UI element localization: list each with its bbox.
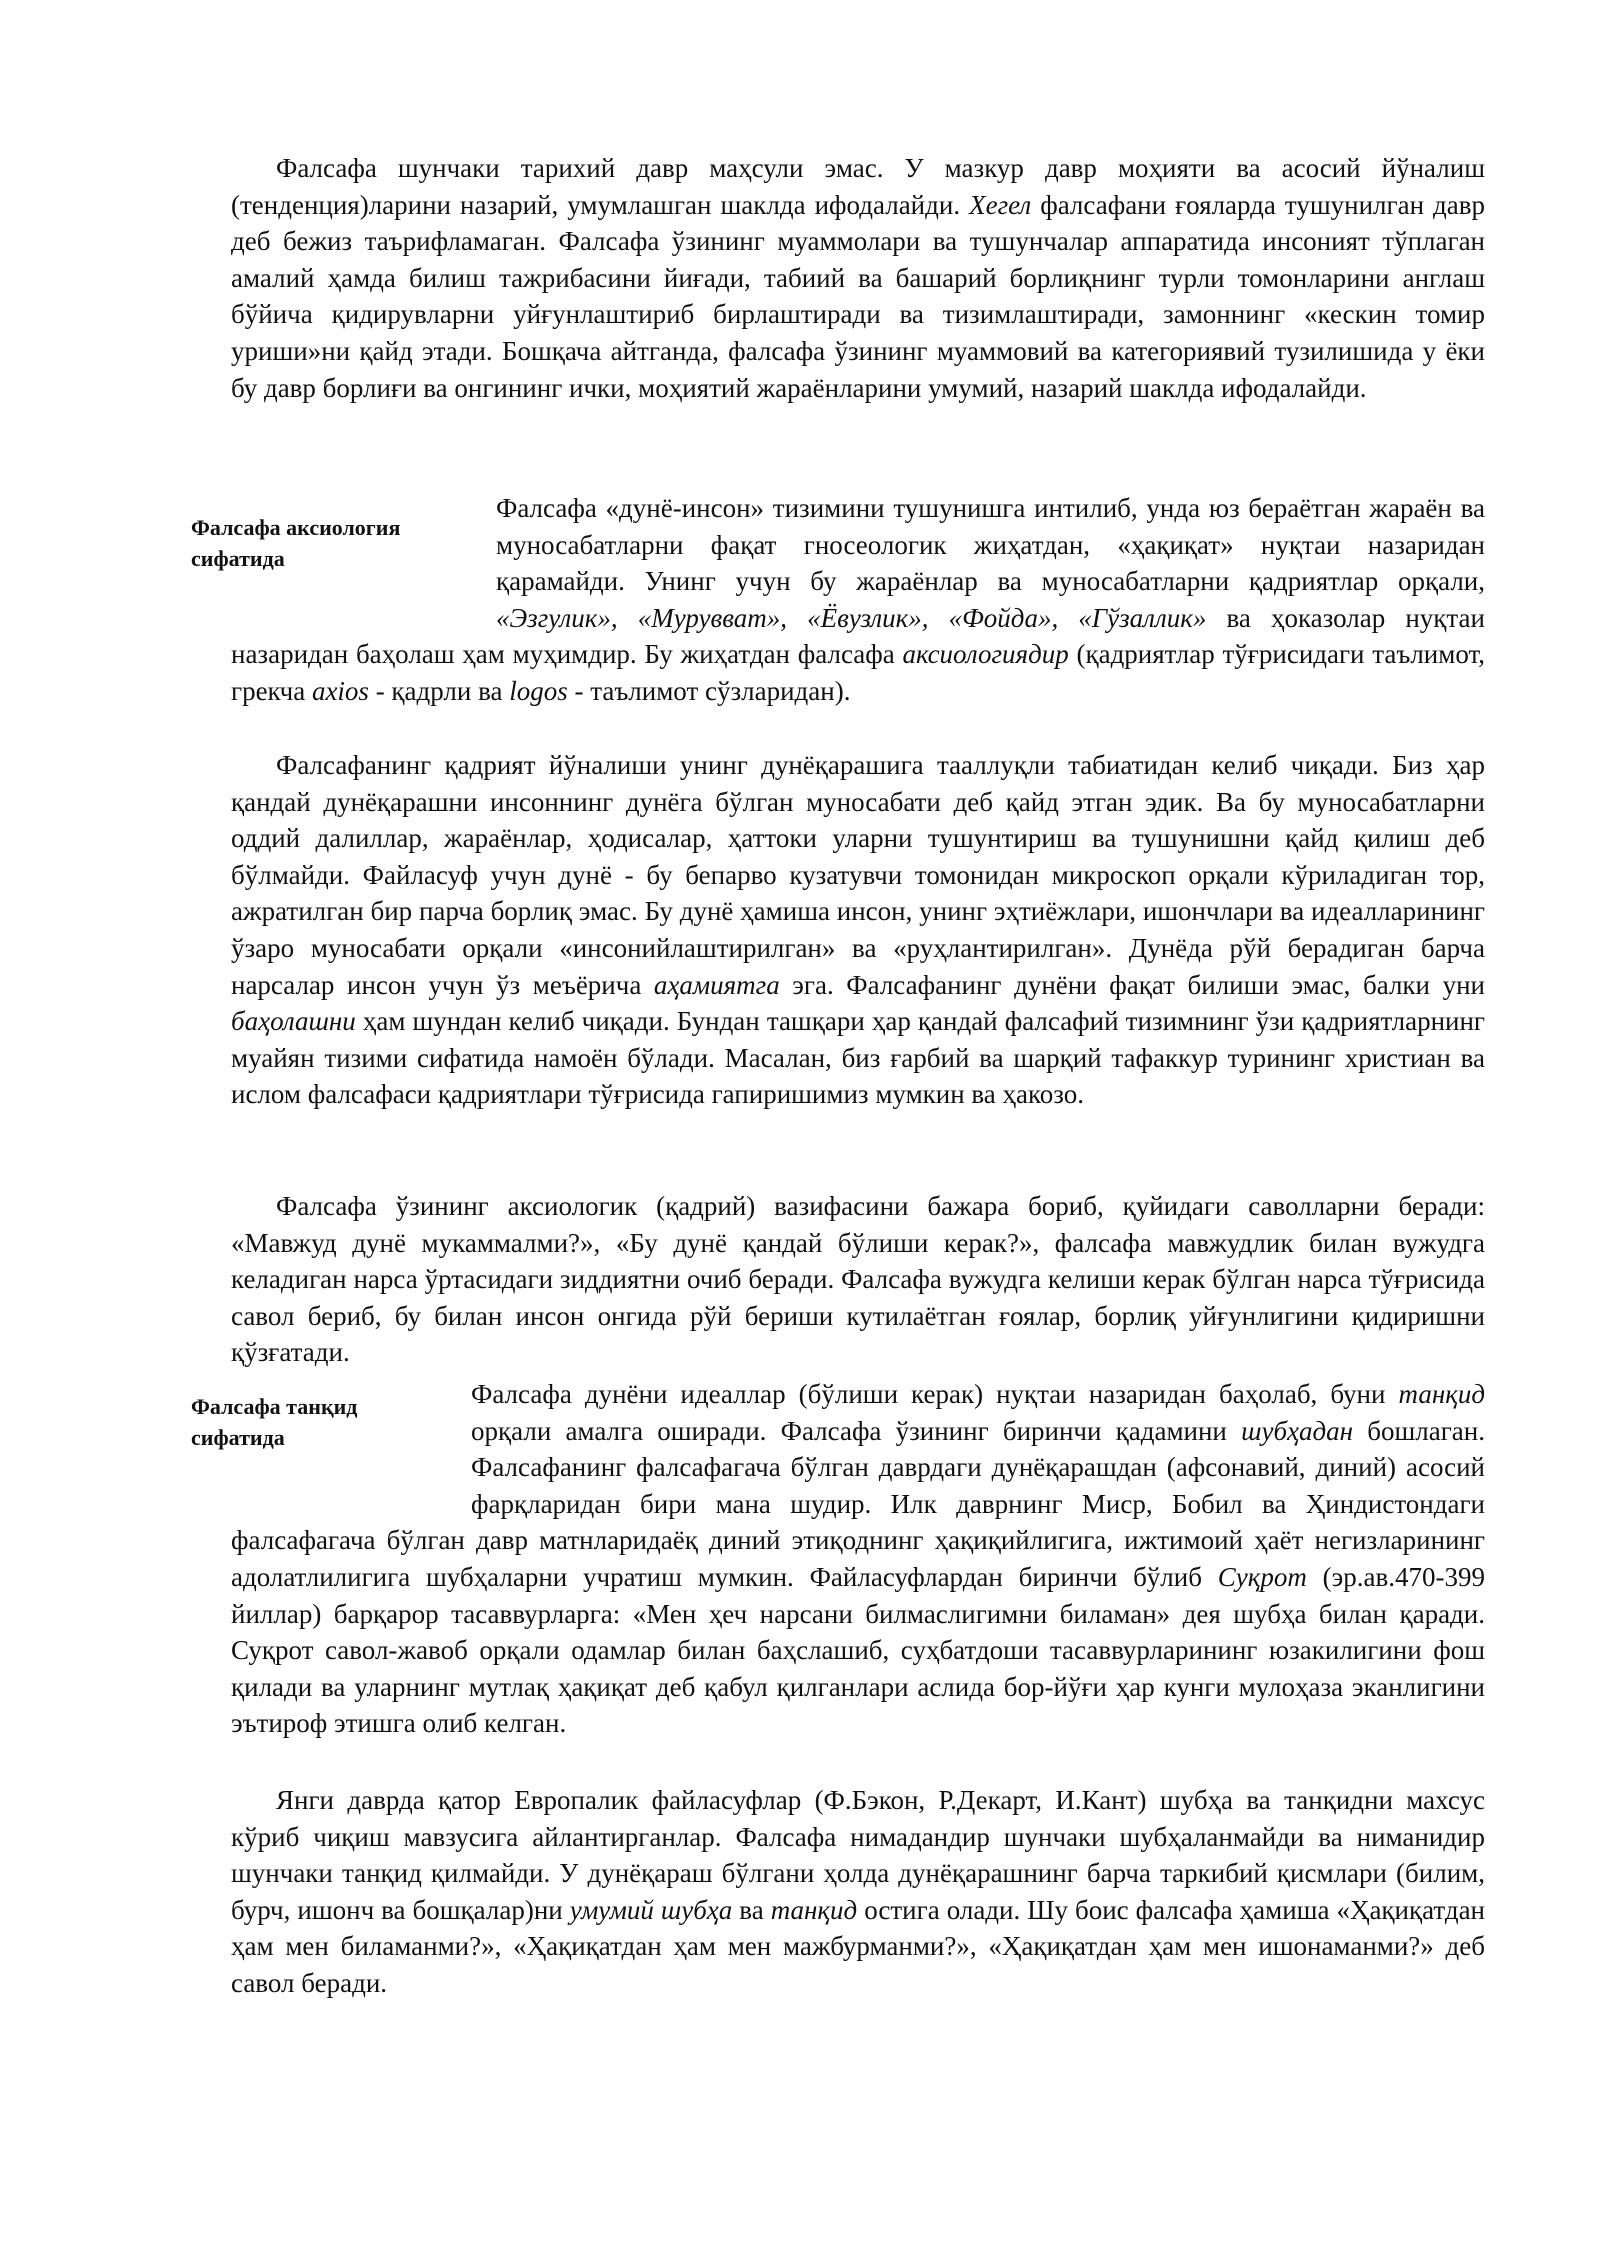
text-run: орқали амалга оширади. Фалсафа ўзининг биринчи қадамини — [471, 1415, 1242, 1446]
italic-text: аҳамиятга — [653, 969, 780, 1000]
text-run: Фалсафа «дунё-инсон» тизимини тушунишга интилиб, унда юз бераётган жараён ва муносабатларни фақат гносеологик жиҳатдан, «ҳақиқат» нуқтаи назаридан қарамайди. Унинг учун бу жараёнлар ва муносабатларни қадриятлар орқали, — [496, 493, 1485, 597]
italic-text: танқид — [770, 1894, 858, 1925]
italic-text: «Эзгулик», «Мурувват», «Ёвузлик», «Фойда», «Гўзаллик» — [496, 602, 1207, 633]
text-run: - таълимот сўзларидан). — [567, 675, 851, 706]
text-run: (эр.ав.470-399 йиллар) барқарор тасаввурларга: «Мен ҳеч нарсани билмаслигимни биламан» дея шубҳа билан қаради. Суқрот савол-жавоб орқали одамлар билан баҳслашиб, суҳбатдоши тасаввурларининг юзакилигини фош қилади ва уларнинг мутлақ ҳақиқат деб қабул қилганлари аслида бор-йўғи ҳар кунги мулоҳаза эканлигини эътироф этишга олиб келган. — [231, 1561, 1485, 1739]
paragraph-5-wrapper — [231, 1376, 1485, 1742]
side-note-line: Фалсафа танқид — [191, 1394, 358, 1419]
italic-text: умумий шубҳа — [569, 1894, 733, 1925]
text-run: - қадрли ва — [368, 675, 510, 706]
paragraph-1 — [231, 150, 1485, 406]
side-note-line: сифатида — [191, 1425, 285, 1450]
italic-text: logos — [509, 675, 568, 706]
italic-text: Хегел — [969, 189, 1032, 220]
italic-text: танқид — [1398, 1379, 1485, 1409]
paragraph-4 — [231, 1188, 1485, 1371]
text-run: Янги даврда қатор Европалик файласуфлар (Ф.Бэкон, Р.Декарт, И.Кант) шубҳа ва танқидни махсус кўриб чиқиш мавзусига айлантирганлар. Фалсафа нимадандир шунчаки шубҳаланмайди ва ниманидир шунчаки танқид қилмайди. У дунёқараш бўлгани ҳолда дунёқарашнинг барча таркибий қисмлари (билим, бурч, ишонч ва бошқалар)ни — [231, 1785, 1485, 1925]
paragraph-3 — [231, 747, 1485, 1113]
text-run: Фалсафанинг қадрият йўналиши унинг дунёқарашига тааллуқли табиатидан келиб чиқади. Биз ҳар қандай дунёқарашни инсоннинг дунёга бўлган муносабати деб қайд этган эдик. Ва бу муносабатларни оддий далиллар, жараёнлар, ҳодисалар, ҳаттоки уларни тушунтириш ва тушунишни қайд қилиш деб бўлмайди. Файласуф учун дунё - бу бепарво кузатувчи томонидан микроскоп орқали кўриладиган тор, ажратилган бир парча борлиқ эмас. Бу дунё ҳамиша инсон, унинг эҳтиёжлари, ишончлари ва идеалларининг ўзаро муносабати орқали «инсонийлаштирилган» ва «руҳлантирилган». Дунёда рўй берадиган барча нарсалар инсон учун ўз меъёрича — [231, 750, 1485, 1000]
text-run: остига олади. Шу боис фалсафа ҳамиша «Ҳақиқатдан ҳам мен биламанми?», «Ҳақиқатдан ҳам мен мажбурманми?», «Ҳақиқатдан ҳам мен ишонаманми?» деб савол беради. — [231, 1894, 1486, 1998]
italic-text: аксиологиядир — [902, 639, 1069, 670]
text-run: (қадриятлар тўғрисидаги таълимот, грекча — [231, 639, 1485, 706]
text-run: Фалсафа дунёни идеаллар (бўлиши керак) нуқтаи назаридан баҳолаб, буни — [471, 1379, 1399, 1409]
text-run: Фалсафа шунчаки тарихий давр маҳсули эмас. У мазкур давр моҳияти ва асосий йўналиш (тенденция)ларини назарий, умумлашган шаклда ифодалайди. — [231, 153, 1485, 220]
italic-text: axios — [311, 675, 369, 706]
text-run: ва ҳоказолар нуқтаи назаридан баҳолаш ҳам муҳимдир. Бу жиҳатдан фалсафа — [231, 602, 1485, 670]
italic-text: Суқрот — [1217, 1561, 1307, 1592]
text-run: Фалсафа ўзининг аксиологик (қадрий) вазифасини бажара бориб, қуйидаги саволларни беради: «Мавжуд дунё мукаммалми?», «Бу дунё қандай бўлиши керак?», фалсафа мавжудлик билан вужудга келадиган нарса ўртасидаги зиддиятни очиб беради. Фалсафа вужудга келиши керак бўлган нарса тўғрисида савол бериб, бу билан инсон онгида рўй бериши кутилаётган ғоялар, борлиқ уйғунлигини қидиришни қўзғатади. — [231, 1191, 1485, 1368]
text-run: эга. Фалсафанинг дунёни фақат билиши эмас, балки уни — [779, 969, 1485, 1000]
text-run: ва — [732, 1894, 771, 1925]
side-note-line: Фалсафа аксиология — [191, 515, 401, 540]
italic-text: баҳолашни — [231, 1006, 356, 1037]
text-run: бошлаган. Фалсафанинг фалсафагача бўлган даврдаги дунёқарашдан (афсонавий, диний) асосий фарқларидан бири мана шудир. Илк даврнинг Миср, Бобил ва Ҳиндистондаги фалсафагача бўлган давр матнлaридаёқ диний этиқоднинг ҳақиқийлигига, ижтимоий ҳаёт негизларининг адолатлилигига шубҳаларни учратиш мумкин. Файласуфлардан биринчи бўлиб — [231, 1415, 1485, 1592]
side-note-line: сифатида — [191, 546, 285, 571]
italic-text: шубҳадан — [1241, 1415, 1354, 1446]
paragraph-2-wrapper — [231, 490, 1485, 710]
text-run: фалсафани ғояларда тушунилган давр деб бежиз таърифламаган. Фалсафа ўзининг муаммолари ва тушунчалар аппаратида инсоният тўплаган амалий ҳамда билиш тажрибасини йиғади, табиий ва башарий борлиқнинг турли томонларини англаш бўйича қидирувларни уйғунлаштириб бирлаштиради ва тизимлаштиради, замоннинг «кескин томир уриши»ни қайд этади. Бошқача айтганда, фалсафа ўзининг муаммовий ва категориявий тузилишида у ёки бу давр борлиғи ва онгининг ички, моҳиятий жараёнларини умумий, назарий шаклда ифодалайди. — [231, 189, 1486, 403]
paragraph-6 — [231, 1782, 1485, 2002]
text-run: ҳам шундан келиб чиқади. Бундан ташқари ҳар қандай фалсафий тизимнинг ўзи қадриятларнинг муайян тизими сифатида намоён бўлади. Масалан, биз ғарбий ва шарқий тафаккур турининг христиан ва ислом фалсафаси қадриятлари тўғрисида гапиришимиз мумкин ва ҳакозо. — [231, 1006, 1485, 1110]
